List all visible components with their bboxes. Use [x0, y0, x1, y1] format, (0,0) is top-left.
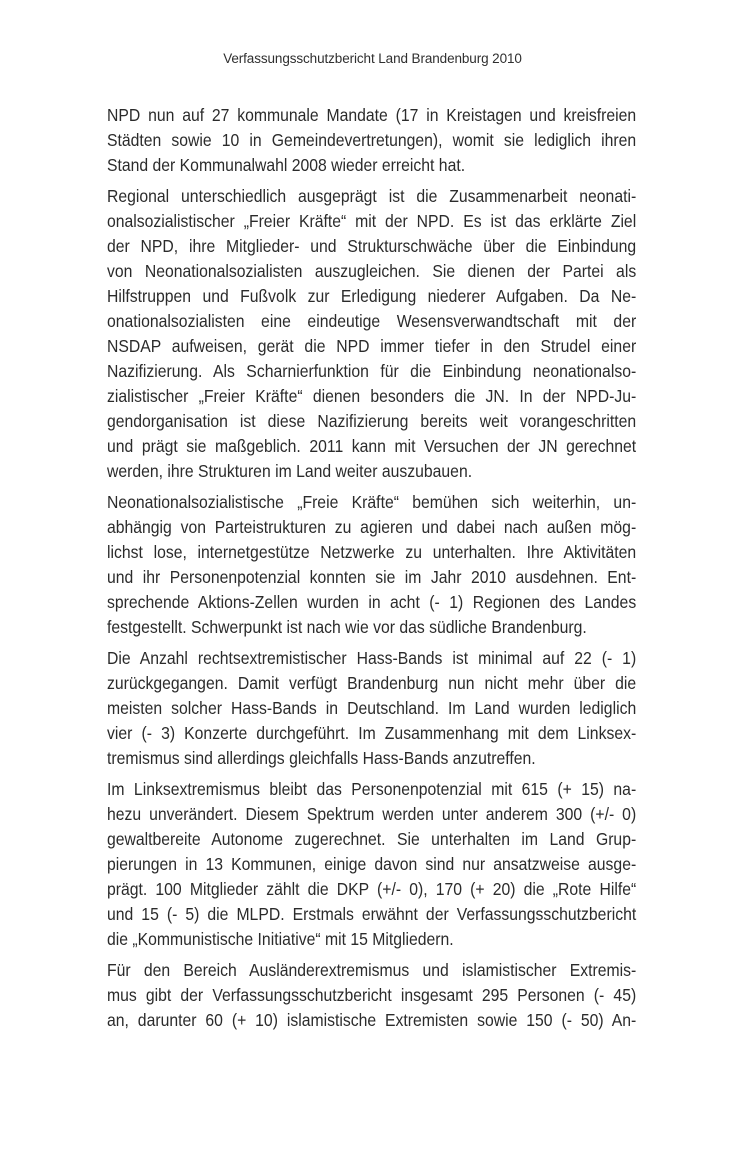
text-line: sprechende Aktions-Zellen wurden in acht (- 1) Regionen des Landes	[107, 592, 637, 612]
text-line: abhängig von Parteistrukturen zu agieren und dabei nach außen mög-	[107, 517, 637, 537]
text-line: Im Linksextremismus bleibt das Personenpotenzial mit 615 (+ 15) na-	[107, 779, 637, 799]
paragraph	[107, 490, 636, 640]
body-text	[107, 103, 636, 1033]
text-line: NSDAP aufweisen, gerät die NPD immer tiefer in den Strudel einer	[107, 336, 637, 356]
text-line: tremismus sind allerdings gleichfalls Hass-Bands anzutreffen.	[107, 748, 536, 768]
text-line: onationalsozialisten eine eindeutige Wesensverwandtschaft mit der	[107, 311, 637, 331]
text-line: Die Anzahl rechtsextremistischer Hass-Bands ist minimal auf 22 (- 1)	[107, 648, 637, 668]
text-line: Städten sowie 10 in Gemeindevertretungen), womit sie lediglich ihren	[107, 130, 637, 150]
text-line: Regional unterschiedlich ausgeprägt ist die Zusammenarbeit neonati-	[107, 186, 637, 206]
paragraph	[107, 103, 636, 178]
running-header: Verfassungsschutzbericht Land Brandenburg 2010	[223, 51, 522, 66]
text-line: zialistischer „Freier Kräfte“ dienen besonders die JN. In der NPD-Ju-	[107, 386, 637, 406]
text-line: Hilfstruppen und Fußvolk zur Erledigung niederer Aufgaben. Da Ne-	[107, 286, 637, 306]
text-line: vier (- 3) Konzerte durchgeführt. Im Zusammenhang mit dem Linksex-	[107, 723, 637, 743]
text-line: Neonationalsozialistische „Freie Kräfte“ bemühen sich weiterhin, un-	[107, 492, 637, 512]
text-line: zurückgegangen. Damit verfügt Brandenburg nun nicht mehr über die	[107, 673, 637, 693]
text-line: die „Kommunistische Initiative“ mit 15 Mitgliedern.	[107, 929, 454, 949]
text-line: der NPD, ihre Mitglieder- und Strukturschwäche über die Einbindung	[107, 236, 637, 256]
paragraph	[107, 777, 636, 952]
text-line: werden, ihre Strukturen im Land weiter auszubauen.	[107, 461, 473, 481]
text-line: hezu unverändert. Diesem Spektrum werden unter anderem 300 (+/- 0)	[107, 804, 637, 824]
paragraph	[107, 958, 636, 1033]
text-line: und prägt sie maßgeblich. 2011 kann mit Versuchen der JN gerechnet	[107, 436, 637, 456]
text-line: pierungen in 13 Kommunen, einige davon sind nur ansatzweise ausge-	[107, 854, 637, 874]
paragraph	[107, 184, 636, 484]
text-line: NPD nun auf 27 kommunale Mandate (17 in Kreistagen und kreisfreien	[107, 105, 637, 125]
text-line: und 15 (- 5) die MLPD. Erstmals erwähnt der Verfassungsschutzbericht	[107, 904, 637, 924]
text-line: von Neonationalsozialisten auszugleichen. Sie dienen der Partei als	[107, 261, 637, 281]
text-line: gendorganisation ist diese Nazifizierung bereits weit vorangeschritten	[107, 411, 637, 431]
text-line: lichst lose, internetgestütze Netzwerke zu unterhalten. Ihre Aktivitäten	[107, 542, 637, 562]
text-line: gewaltbereite Autonome zugerechnet. Sie unterhalten im Land Grup-	[107, 829, 637, 849]
text-line: und ihr Personenpotenzial konnten sie im Jahr 2010 ausdehnen. Ent-	[107, 567, 637, 587]
text-line: festgestellt. Schwerpunkt ist nach wie vor das südliche Brandenburg.	[107, 617, 587, 637]
text-line: Stand der Kommunalwahl 2008 wieder erreicht hat.	[107, 155, 466, 175]
text-line: onalsozialistischer „Freier Kräfte“ mit der NPD. Es ist das erklärte Ziel	[107, 211, 637, 231]
text-line: meisten solcher Hass-Bands in Deutschland. Im Land wurden lediglich	[107, 698, 637, 718]
text-line: mus gibt der Verfassungsschutzbericht insgesamt 295 Personen (- 45)	[107, 985, 637, 1005]
paragraph	[107, 646, 636, 771]
text-line: an, darunter 60 (+ 10) islamistische Extremisten sowie 150 (- 50) An-	[107, 1010, 637, 1030]
text-line: Für den Bereich Ausländerextremismus und islamistischer Extremis-	[107, 960, 637, 980]
text-line: Nazifizierung. Als Scharnierfunktion für die Einbindung neonationalso-	[107, 361, 637, 381]
text-line: prägt. 100 Mitglieder zählt die DKP (+/- 0), 170 (+ 20) die „Rote Hilfe“	[107, 879, 637, 899]
